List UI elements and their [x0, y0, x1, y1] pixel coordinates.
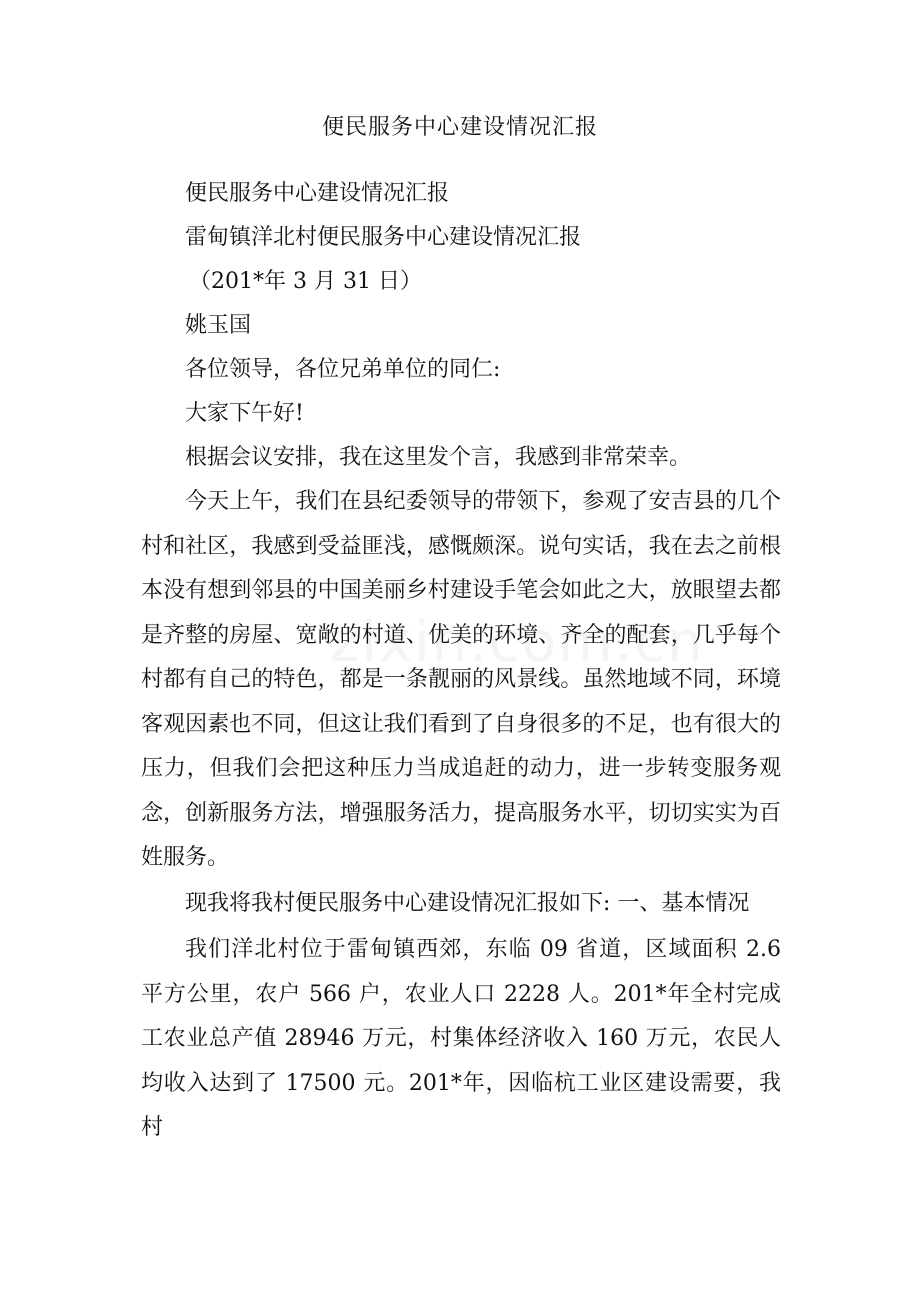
document-title: 便民服务中心建设情况汇报 — [321, 115, 598, 140]
paragraph-report-title: 雷甸镇洋北村便民服务中心建设情况汇报 — [185, 225, 582, 250]
paragraph-village-overview: 我们洋北村位于雷甸镇西郊，东临 09 省道，区域面积 2.6 平方公里，农户 566 户，农业人口 2228 人。201*年全村完成工农业总产值 28946 万元，村集体经济收入 160 万元，农民人均收入达到了 17500 元。201*年，因临杭工业区建设需要，我村 — [141, 937, 781, 1140]
paragraph-greeting: 大家下午好! — [185, 401, 304, 426]
document-body — [141, 172, 781, 1151]
paragraph-salutation: 各位领导，各位兄弟单位的同仁: — [185, 357, 501, 382]
paragraph-visit-impression: 今天上午，我们在县纪委领导的带领下，参观了安吉县的几个村和社区，我感到受益匪浅，感慨颇深。说句实话，我在去之前根本没有想到邻县的中国美丽乡村建设手笔会如此之大，放眼望去都是齐整的房屋、宽敞的村道、优美的环境、齐全的配套，几乎每个村都有自己的特色，都是一条靓丽的风景线。虽然地域不同，环境客观因素也不同，但这让我们看到了自身很多的不足，也有很大的压力，但我们会把这种压力当成追赶的动力，进一步转变服务观念，创新服务方法，增强服务活力，提高服务水平，切切实实为百姓服务。 — [141, 489, 781, 870]
paragraph-subtitle: 便民服务中心建设情况汇报 — [185, 181, 450, 206]
paragraph-date: （201*年 3 月 31 日） — [189, 269, 422, 294]
paragraph-section-intro: 现我将我村便民服务中心建设情况汇报如下: 一、基本情况 — [185, 890, 750, 916]
paragraph-author: 姚玉国 — [185, 313, 252, 338]
paragraph-opening: 根据会议安排，我在这里发个言，我感到非常荣幸。 — [185, 445, 692, 470]
